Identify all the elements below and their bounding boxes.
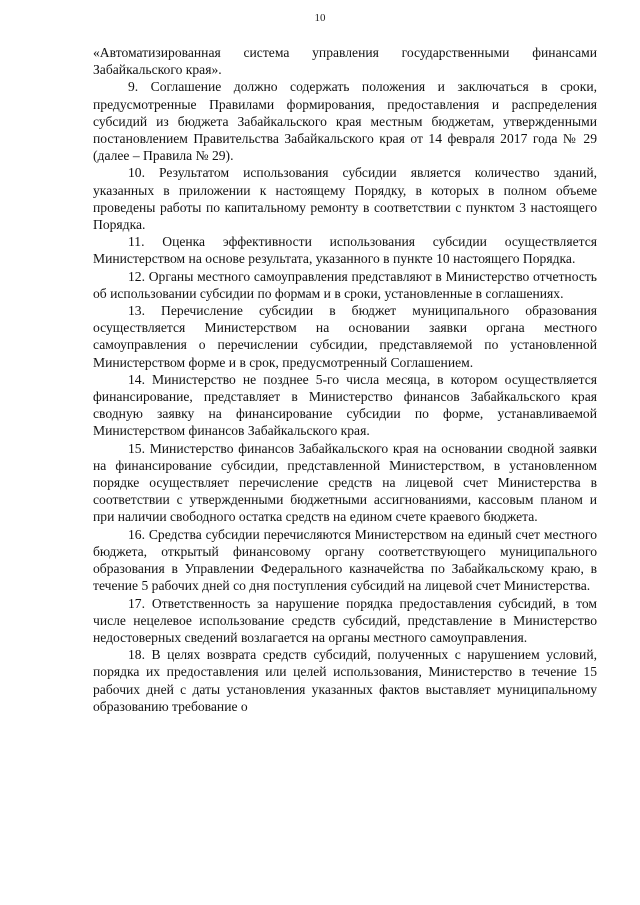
document-body xyxy=(93,44,597,715)
page-number: 10 xyxy=(314,12,326,24)
paragraph-10: 10. Результатом использования субсидии является количество зданий, указанных в приложении к настоящему Порядку, в которых в полном объеме проведены работы по капитальному ремонту в соответствии с пунктом 3 настоящего Порядка. xyxy=(93,165,597,233)
paragraph-16: 16. Средства субсидии перечисляются Министерством на единый счет местного бюджета, открытый финансовому органу соответствующего муниципального образования в Управлении Федерального казначейства по Забайкальскому краю, в течение 5 рабочих дней со дня поступления субсидий на лицевой счет Министерства. xyxy=(93,526,597,594)
paragraph-9: 9. Соглашение должно содержать положения и заключаться в сроки, предусмотренные Правилами формирования, предоставления и распределения субсидий из бюджета Забайкальского края местным бюджетам, утвержденными постановлением Правительства Забайкальского края от 14 февраля 2017 года № 29 (далее – Правила № 29). xyxy=(93,79,597,164)
paragraph-15: 15. Министерство финансов Забайкальского края на основании сводной заявки на финансирование субсидии, представленной Министерством, в установленном порядке осуществляет перечисление средств на лицевой счет Министерства в соответствии с утвержденными бюджетными ассигнованиями, кассовым планом и при наличии свободного остатка средств на едином счете краевого бюджета. xyxy=(93,440,597,525)
paragraph-14: 14. Министерство не позднее 5-го числа месяца, в котором осуществляется финансирование, представляет в Министерство финансов Забайкальского края сводную заявку на финансирование субсидии по форме, устанавливаемой Министерством финансов Забайкальского края. xyxy=(93,371,597,439)
paragraph-11: 11. Оценка эффективности использования субсидии осуществляется Министерством на основе результата, указанного в пункте 10 настоящего Порядка. xyxy=(93,234,597,267)
paragraph-continuation: «Автоматизированная система управления государственными финансами Забайкальского края». xyxy=(93,45,597,78)
paragraph-17: 17. Ответственность за нарушение порядка предоставления субсидий, в том числе нецелевое использование средств субсидий, представление в Министерство недостоверных сведений возлагается на органы местного самоуправления. xyxy=(93,595,597,645)
paragraph-18: 18. В целях возврата средств субсидий, полученных с нарушением условий, порядка их предоставления или целей использования, Министерство в течение 15 рабочих дней с даты установления указанных фактов выставляет муниципальному образованию требование о xyxy=(93,647,597,714)
paragraph-13: 13. Перечисление субсидии в бюджет муниципального образования осуществляется Министерством на основании заявки органа местного самоуправления о перечислении субсидии, представляемой по установленной Министерством форме и в срок, предусмотренный Соглашением. xyxy=(93,303,597,370)
paragraph-12: 12. Органы местного самоуправления представляют в Министерство отчетность об использовании субсидии по формам и в сроки, установленные в соглашениях. xyxy=(93,268,597,301)
